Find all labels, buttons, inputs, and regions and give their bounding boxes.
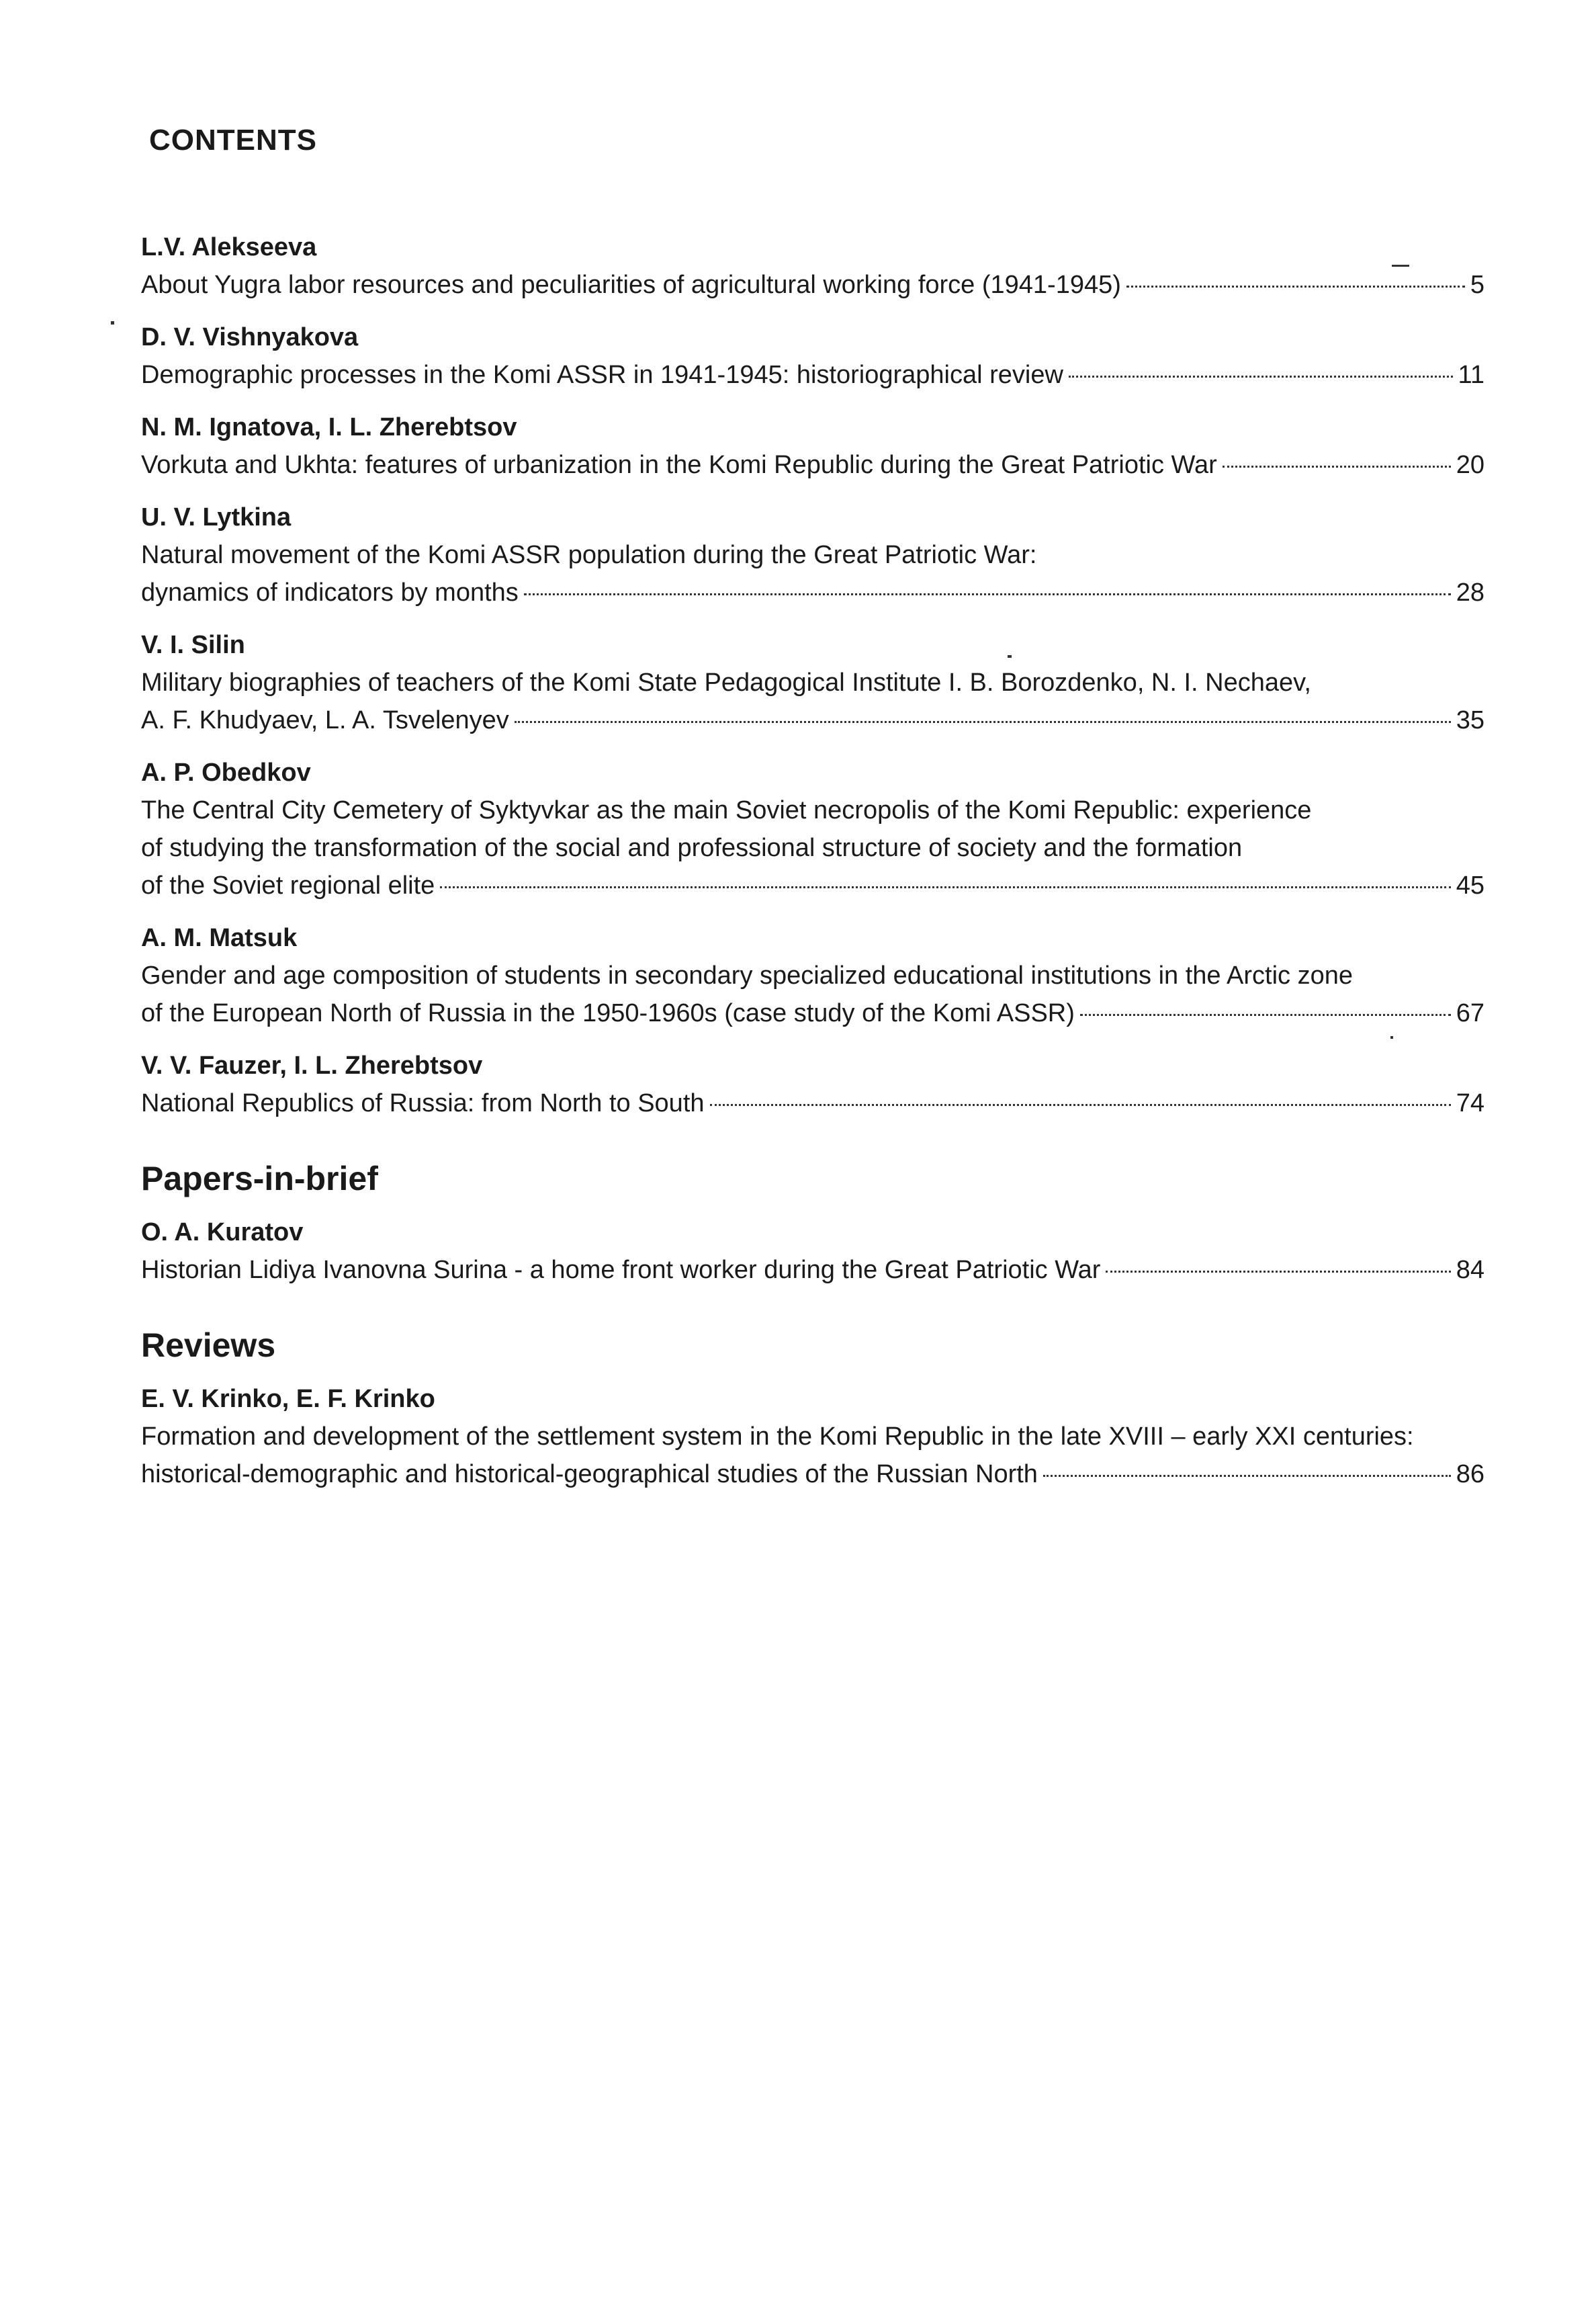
- dot-leader: [515, 721, 1451, 723]
- page-number: 67: [1456, 999, 1484, 1027]
- entry-author: D. V. Vishnyakova: [141, 323, 359, 351]
- entry-author: O. A. Kuratov: [141, 1218, 304, 1246]
- section-heading-papers-in-brief: Papers-in-brief: [141, 1160, 378, 1197]
- entry-title-row: [141, 867, 1484, 904]
- page-number: 35: [1456, 706, 1484, 734]
- toc-entry: [141, 1213, 1484, 1289]
- entry-title-line: of the Soviet regional elite: [141, 871, 435, 900]
- dot-leader: [1126, 286, 1465, 288]
- entry-title-row: [141, 1455, 1484, 1493]
- page-number: 5: [1470, 271, 1484, 299]
- entry-author: A. P. Obedkov: [141, 759, 311, 787]
- toc-entry: [141, 919, 1484, 1032]
- entry-title-line: A. F. Khudyaev, L. A. Tsvelenyev: [141, 706, 509, 734]
- table-of-contents: [141, 228, 1484, 1508]
- entry-title-line: of the European North of Russia in the 1950-1960s (case study of the Komi ASSR): [141, 999, 1075, 1027]
- entry-title-row: [141, 266, 1484, 304]
- page-title: CONTENTS: [149, 124, 317, 157]
- dot-leader: [1069, 376, 1453, 378]
- dot-leader: [1080, 1014, 1451, 1016]
- scan-speck: [1390, 1036, 1393, 1039]
- page-number: 11: [1458, 361, 1484, 389]
- page-number: 45: [1456, 871, 1484, 900]
- scan-speck: [1008, 655, 1012, 658]
- page-number: 84: [1456, 1256, 1484, 1284]
- page-number: 74: [1456, 1089, 1484, 1117]
- entry-title-line: About Yugra labor resources and peculiarities of agricultural working force (1941-1945): [141, 271, 1121, 299]
- toc-entry: [141, 626, 1484, 739]
- scan-speck: [111, 321, 114, 325]
- entry-author: V. V. Fauzer, I. L. Zherebtsov: [141, 1052, 483, 1080]
- reviews-entries: [141, 1380, 1484, 1493]
- entry-author: E. V. Krinko, E. F. Krinko: [141, 1385, 435, 1413]
- entry-title-line: of studying the transformation of the social and professional structure of society and the formation: [141, 834, 1243, 862]
- toc-entry: [141, 318, 1484, 394]
- entry-author: L.V. Alekseeva: [141, 233, 317, 261]
- dot-leader: [524, 593, 1451, 595]
- entry-title-line: dynamics of indicators by months: [141, 579, 519, 607]
- page-number: 86: [1456, 1460, 1484, 1488]
- dot-leader: [1043, 1475, 1451, 1477]
- papers-in-brief-entries: [141, 1213, 1484, 1289]
- entry-author: V. I. Silin: [141, 631, 245, 659]
- entry-title-line: Demographic processes in the Komi ASSR in 1941-1945: historiographical review: [141, 361, 1063, 389]
- entry-title-line: Military biographies of teachers of the Komi State Pedagogical Institute I. B. Borozdenko, N. I. Nechaev,: [141, 669, 1311, 697]
- toc-entry: [141, 499, 1484, 611]
- entry-title-line: Natural movement of the Komi ASSR population during the Great Patriotic War:: [141, 541, 1037, 569]
- page-number: 20: [1456, 451, 1484, 479]
- toc-entry: [141, 228, 1484, 304]
- entry-title-line: National Republics of Russia: from North to South: [141, 1089, 705, 1117]
- toc-entry: [141, 754, 1484, 904]
- entry-title-row: [141, 1084, 1484, 1122]
- entry-title-line: The Central City Cemetery of Syktyvkar as the main Soviet necropolis of the Komi Republic: experience: [141, 796, 1312, 824]
- entry-title-line: historical-demographic and historical-geographical studies of the Russian North: [141, 1460, 1038, 1488]
- dot-leader: [1223, 466, 1451, 468]
- toc-entry: [141, 1380, 1484, 1493]
- page-number: 28: [1456, 579, 1484, 607]
- entry-author: U. V. Lytkina: [141, 503, 292, 531]
- entry-title-row: [141, 574, 1484, 611]
- entry-title-row: [141, 356, 1484, 394]
- entry-title-row: [141, 446, 1484, 484]
- dot-leader: [1106, 1271, 1450, 1273]
- scan-speck: [1392, 265, 1409, 267]
- entry-title-row: [141, 1251, 1484, 1289]
- entry-title-line: Historian Lidiya Ivanovna Surina - a home front worker during the Great Patriotic War: [141, 1256, 1101, 1284]
- toc-entry: [141, 409, 1484, 484]
- toc-entry: [141, 1047, 1484, 1122]
- dot-leader: [440, 886, 1450, 888]
- entry-title-line: Vorkuta and Ukhta: features of urbanization in the Komi Republic during the Great Patriotic War: [141, 451, 1217, 479]
- entry-title-row: [141, 994, 1484, 1032]
- entry-title-line: Gender and age composition of students in secondary specialized educational institutions in the Arctic zone: [141, 962, 1353, 990]
- entry-title-row: [141, 701, 1484, 739]
- entry-author: A. M. Matsuk: [141, 924, 298, 952]
- dot-leader: [710, 1104, 1451, 1106]
- section-heading-reviews: Reviews: [141, 1326, 276, 1364]
- entry-title-line: Formation and development of the settlement system in the Komi Republic in the late XVIII – early XXI centuries:: [141, 1422, 1414, 1451]
- entry-author: N. M. Ignatova, I. L. Zherebtsov: [141, 413, 517, 441]
- main-entries: [141, 228, 1484, 1122]
